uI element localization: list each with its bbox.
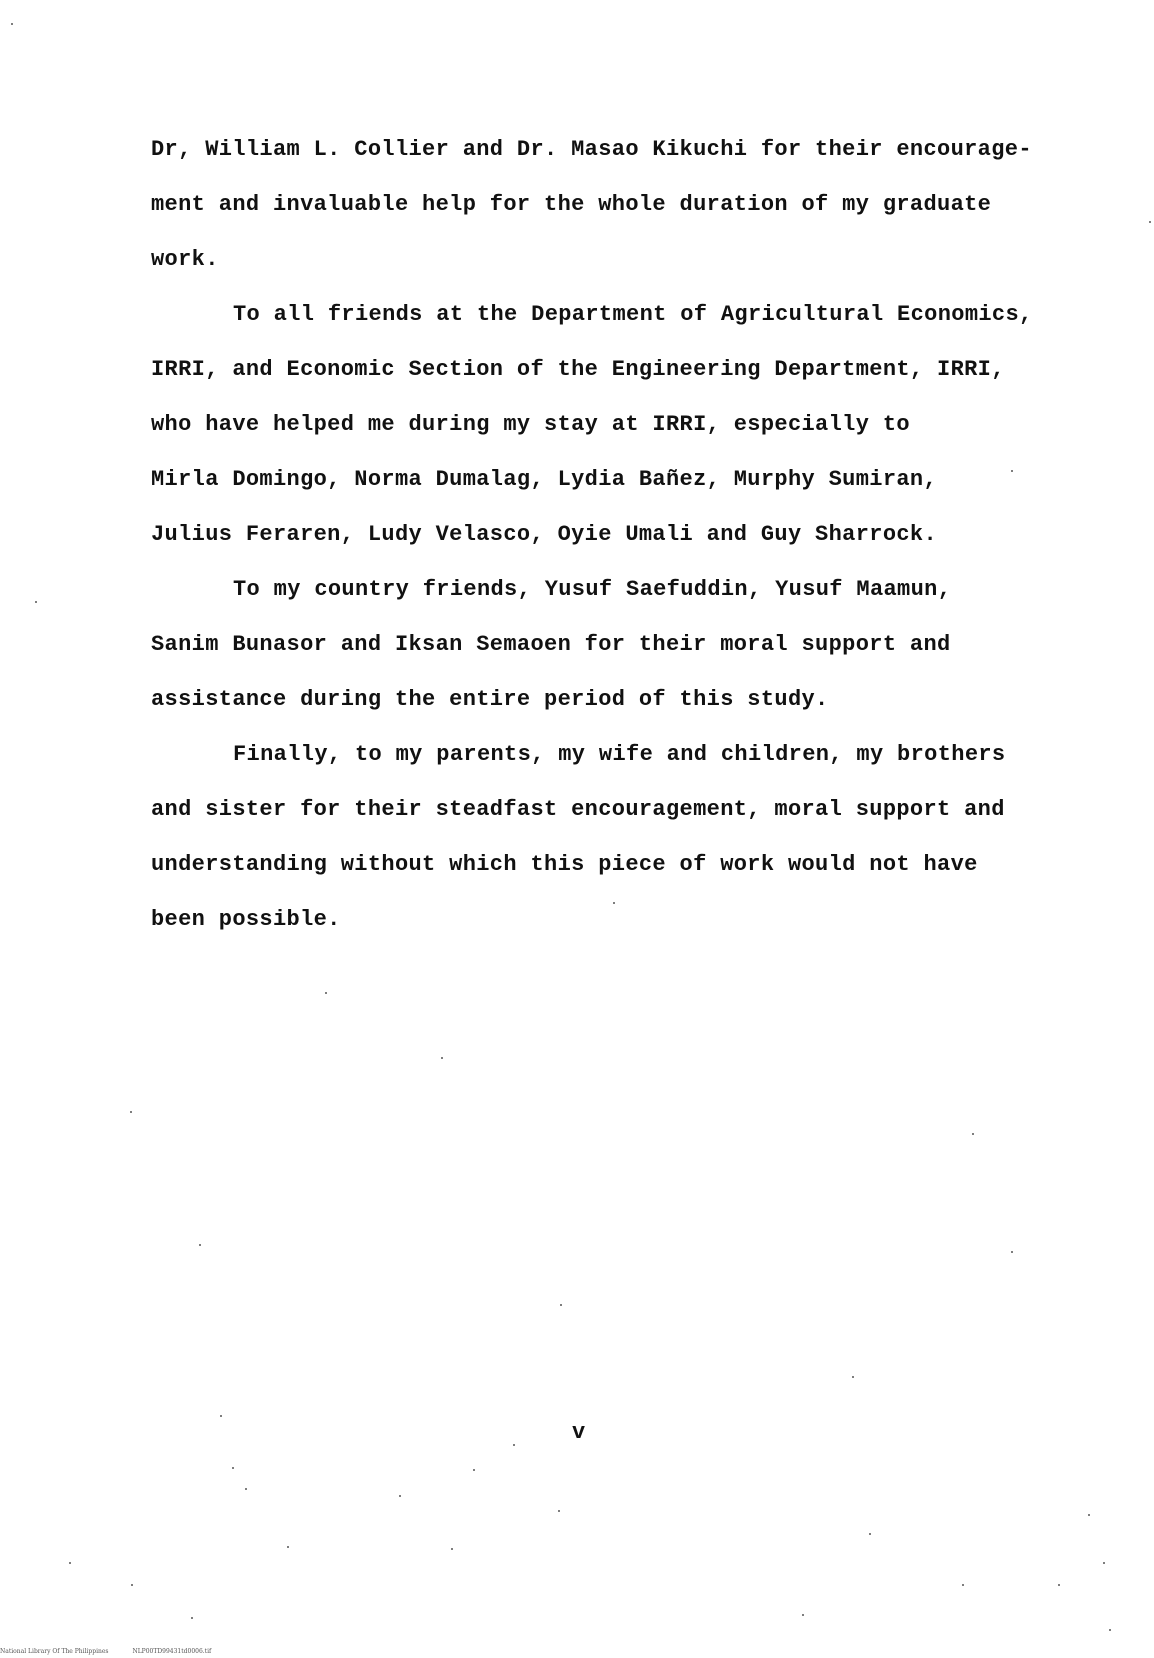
scan-speck: [441, 1057, 443, 1059]
text-line: ment and invaluable help for the whole duration of my graduate: [151, 192, 992, 217]
scan-speck: [852, 1376, 854, 1378]
footer-library: National Library Of The Philippines: [0, 1648, 109, 1655]
scan-speck: [1103, 1562, 1105, 1564]
scan-speck: [962, 1584, 964, 1586]
text-line: understanding without which this piece of work would not have: [151, 852, 978, 877]
scan-speck: [513, 1444, 515, 1446]
scan-speck: [473, 1469, 475, 1471]
scan-speck: [558, 1510, 560, 1512]
text-line: Finally, to my parents, my wife and children, my brothers: [233, 742, 1006, 767]
page-number: v: [572, 1420, 586, 1445]
scan-speck: [191, 1617, 193, 1619]
footer-file: NLP00TD99431td0006.tif: [132, 1648, 212, 1655]
scan-speck: [972, 1133, 974, 1135]
text-line: IRRI, and Economic Section of the Engineering Department, IRRI,: [151, 357, 1005, 382]
scan-speck: [802, 1614, 804, 1616]
scan-speck: [220, 1415, 222, 1417]
scan-speck: [1149, 221, 1151, 223]
scan-speck: [1088, 1514, 1090, 1516]
scan-speck: [69, 1562, 71, 1564]
text-line: To all friends at the Department of Agricultural Economics,: [233, 302, 1033, 327]
scan-footer: [0, 1648, 233, 1655]
acknowledgement-text: [151, 122, 1071, 947]
scan-speck: [451, 1548, 453, 1550]
text-line: been possible.: [151, 907, 341, 932]
scan-speck: [399, 1495, 401, 1497]
text-line: To my country friends, Yusuf Saefuddin, Yusuf Maamun,: [233, 577, 952, 602]
scan-speck: [1011, 1251, 1013, 1253]
scan-speck: [35, 601, 37, 603]
text-line: Mirla Domingo, Norma Dumalag, Lydia Bañez, Murphy Sumiran,: [151, 467, 938, 492]
scan-speck: [199, 1244, 201, 1246]
text-line: Sanim Bunasor and Iksan Semaoen for their moral support and: [151, 632, 951, 657]
text-line: work.: [151, 247, 219, 272]
scan-speck: [11, 23, 13, 25]
scan-speck: [130, 1111, 132, 1113]
text-line: assistance during the entire period of this study.: [151, 687, 829, 712]
scan-speck: [245, 1488, 247, 1490]
text-line: Dr, William L. Collier and Dr. Masao Kikuchi for their encourage-: [151, 137, 1032, 162]
scan-speck: [287, 1546, 289, 1548]
text-line: who have helped me during my stay at IRRI, especially to: [151, 412, 910, 437]
scan-speck: [131, 1584, 133, 1586]
scan-speck: [1109, 1629, 1111, 1631]
text-line: and sister for their steadfast encouragement, moral support and: [151, 797, 1005, 822]
scan-speck: [232, 1467, 234, 1469]
scan-speck: [325, 992, 327, 994]
text-line: Julius Feraren, Ludy Velasco, Oyie Umali and Guy Sharrock.: [151, 522, 938, 547]
scan-speck: [560, 1304, 562, 1306]
scan-speck: [869, 1533, 871, 1535]
scan-speck: [1058, 1584, 1060, 1586]
